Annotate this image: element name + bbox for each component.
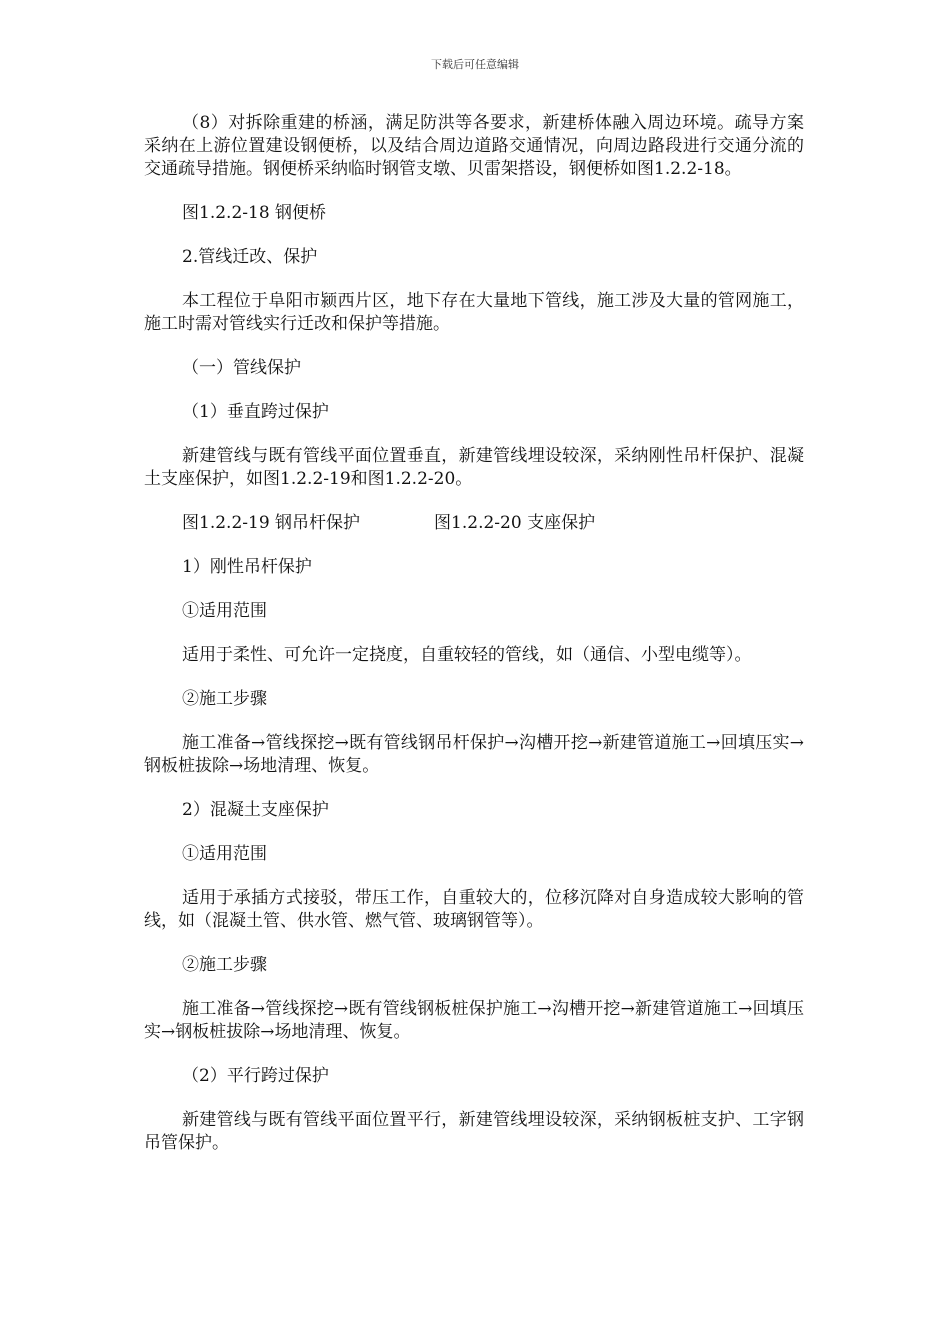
page-header: 下载后可任意编辑 [431, 58, 519, 71]
paragraph-steps-1: 施工准备→管线探挖→既有管线钢吊杆保护→沟槽开挖→新建管道施工→回填压实→钢板桩拔除→场地清理、恢复。 [144, 733, 804, 776]
subheading-parallel-crossing: （2）平行跨过保护 [182, 1066, 329, 1086]
figure-caption-steel-bridge: 图1.2.2-18 钢便桥 [182, 203, 327, 223]
figure-caption-support: 图1.2.2-20 支座保护 [434, 513, 596, 533]
paragraph-scope-1: 适用于柔性、可允许一定挠度，自重较轻的管线，如（通信、小型电缆等）。 [182, 645, 752, 665]
paragraph-vertical-crossing: 新建管线与既有管线平面位置垂直，新建管线埋设较深，采纳刚性吊杆保护、混凝土支座保护，如图1.2.2-19和图1.2.2-20。 [144, 446, 804, 489]
subheading-steps-1: ②施工步骤 [182, 689, 267, 709]
subheading-scope-1: ①适用范围 [182, 601, 267, 621]
section-heading-pipeline: 2.管线迁改、保护 [182, 247, 318, 267]
paragraph-project-location: 本工程位于阜阳市颍西片区，地下存在大量地下管线，施工涉及大量的管网施工，施工时需对管线实行迁改和保护等措施。 [144, 291, 804, 334]
subheading-rigid-hanger: 1）刚性吊杆保护 [182, 557, 312, 577]
figure-caption-steel-hanger: 图1.2.2-19 钢吊杆保护 [182, 513, 361, 533]
paragraph-steps-2: 施工准备→管线探挖→既有管线钢板桩保护施工→沟槽开挖→新建管道施工→回填压实→钢板桩拔除→场地清理、恢复。 [144, 999, 804, 1042]
subheading-concrete-support: 2）混凝土支座保护 [182, 800, 329, 820]
paragraph-scope-2: 适用于承插方式接驳，带压工作，自重较大的，位移沉降对自身造成较大影响的管线，如（混凝土管、供水管、燃气管、玻璃钢管等）。 [144, 888, 804, 931]
paragraph-parallel-crossing: 新建管线与既有管线平面位置平行，新建管线埋设较深，采纳钢板桩支护、工字钢吊管保护。 [144, 1110, 804, 1153]
document-body [144, 112, 804, 1176]
subheading-scope-2: ①适用范围 [182, 844, 267, 864]
subheading-vertical-crossing: （1）垂直跨过保护 [182, 402, 329, 422]
figure-captions-row [144, 512, 804, 535]
subheading-pipeline-protection: （一）管线保护 [182, 358, 301, 378]
paragraph-bridge-rebuild: （8）对拆除重建的桥涵，满足防洪等各要求，新建桥体融入周边环境。疏导方案采纳在上游位置建设钢便桥，以及结合周边道路交通情况，向周边路段进行交通分流的交通疏导措施。钢便桥采纳临时钢管支墩、贝雷架搭设，钢便桥如图1.2.2-18。 [144, 113, 804, 179]
subheading-steps-2: ②施工步骤 [182, 955, 267, 975]
